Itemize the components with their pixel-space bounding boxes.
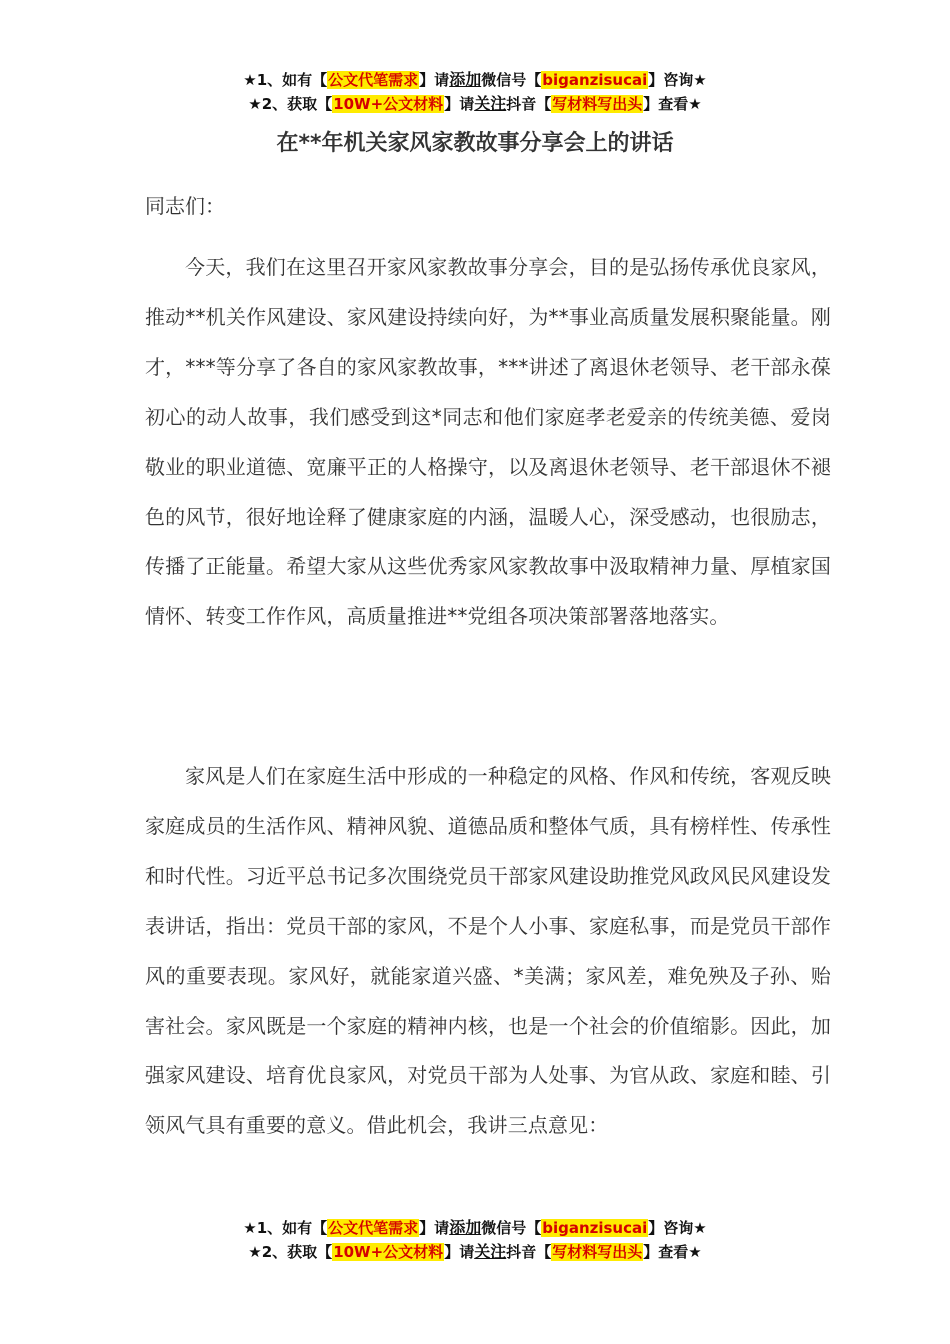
- promo-banner-bottom: [0, 1216, 950, 1264]
- salutation: 同志们：: [145, 194, 225, 218]
- promo-text: 】查看★: [643, 95, 702, 113]
- promo-text: 】咨询★: [648, 1219, 707, 1237]
- promo-text: 】请: [419, 1219, 450, 1237]
- document-title: 在**年机关家风家教故事分享会上的讲话: [276, 131, 674, 156]
- promo-highlight-materials: 10W+公文材料: [333, 95, 444, 113]
- promo-highlight-service: 公文代笔需求: [328, 1219, 419, 1237]
- promo-highlight-materials: 10W+公文材料: [333, 1243, 444, 1261]
- promo-line-2: [0, 1240, 950, 1264]
- promo-line-2: [0, 92, 950, 116]
- promo-text: ★2、获取【: [248, 1243, 333, 1261]
- promo-line-1: [0, 1216, 950, 1240]
- promo-highlight-wechat-id: biganzisucai: [542, 1219, 648, 1237]
- body-paragraph-2: 家风是人们在家庭生活中形成的一种稳定的风格、作风和传统，客观反映家庭成员的生活作风、精神风貌、道德品质和整体气质，具有榜样性、传承性和时代性。习近平总书记多次围绕党员干部家风建设助推党风政风民风建设发表讲话，指出：党员干部的家风，不是个人小事、家庭私事，而是党员干部作风的重要表现。家风好，就能家道兴盛、*美满；家风差，难免殃及子孙、贻害社会。家风既是一个家庭的精神内核，也是一个社会的价值缩影。因此，加强家风建设、培育优良家风，对党员干部为人处事、为官从政、家庭和睦、引领风气具有重要的意义。借此机会，我讲三点意见：: [145, 764, 831, 1138]
- promo-banner-top: [0, 68, 950, 116]
- promo-text: 】咨询★: [648, 71, 707, 89]
- promo-text: ★1、如有【: [243, 1219, 328, 1237]
- promo-text: ★1、如有【: [243, 71, 328, 89]
- promo-text: 】请: [444, 95, 475, 113]
- promo-highlight-service: 公文代笔需求: [328, 71, 419, 89]
- promo-highlight-douyin: 写材料写出头: [552, 95, 643, 113]
- promo-highlight-wechat-id: biganzisucai: [542, 71, 648, 89]
- promo-line-1: [0, 68, 950, 92]
- promo-text: ★2、获取【: [248, 95, 333, 113]
- promo-highlight-douyin: 写材料写出头: [552, 1243, 643, 1261]
- promo-underline-add: 添加: [449, 1218, 482, 1237]
- body-paragraph-1: 今天，我们在这里召开家风家教故事分享会，目的是弘扬传承优良家风，推动**机关作风建设、家风建设持续向好，为**事业高质量发展积聚能量。刚才，***等分享了各自的家风家教故事，***讲述了离退休老领导、老干部永葆初心的动人故事，我们感受到这*同志和他们家庭孝老爱亲的传统美德、爱岗敬业的职业道德、宽廉平正的人格操守，以及离退休老领导、老干部退休不褪色的风节，很好地诠释了健康家庭的内涵，温暖人心，深受感动，也很励志，传播了正能量。希望大家从这些优秀家风家教故事中汲取精神力量、厚植家国情怀、转变工作作风，高质量推进**党组各项决策部署落地落实。: [145, 255, 831, 629]
- promo-text: 】请: [419, 71, 450, 89]
- promo-underline-add: 添加: [449, 70, 482, 89]
- promo-text: 抖音【: [506, 1243, 552, 1261]
- promo-text: 微信号【: [481, 71, 542, 89]
- promo-text: 】查看★: [643, 1243, 702, 1261]
- promo-text: 抖音【: [506, 95, 552, 113]
- promo-text: 微信号【: [481, 1219, 542, 1237]
- promo-underline-follow: 关注: [474, 94, 507, 113]
- promo-underline-follow: 关注: [474, 1242, 507, 1261]
- promo-text: 】请: [444, 1243, 475, 1261]
